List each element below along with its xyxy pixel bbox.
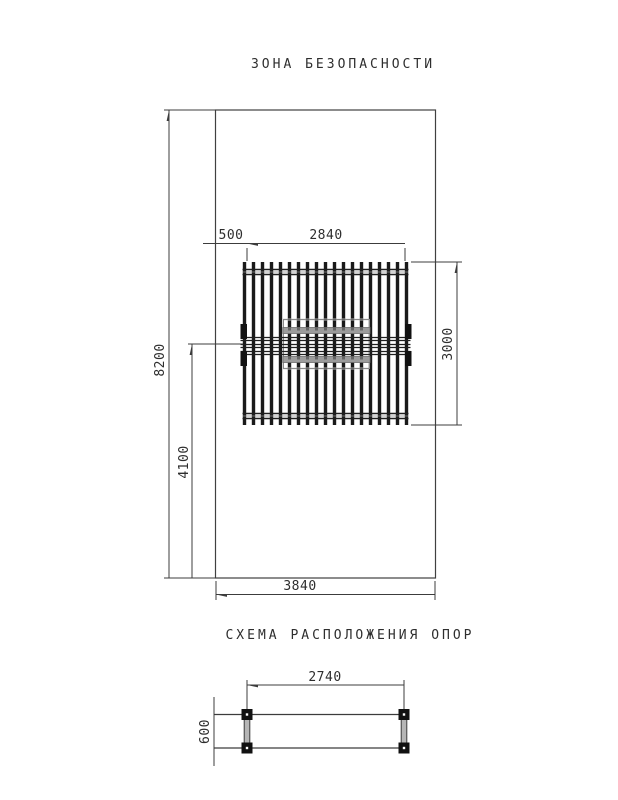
panel-tick [306, 328, 309, 331]
panel-tick [351, 328, 354, 331]
dim-equipment-depth [411, 262, 462, 425]
dim-label-equipment-width: 2840 [309, 228, 343, 243]
panel-tick [333, 328, 336, 331]
panel-tick [297, 367, 300, 370]
panel-tick [315, 328, 318, 331]
panel-tick [297, 328, 300, 331]
panel-tick [360, 357, 363, 360]
panel-tick [342, 357, 345, 360]
panel-tick [288, 357, 291, 360]
post-body [244, 716, 250, 747]
dim-zone-half-length [177, 344, 243, 578]
vertical-bars [245, 262, 407, 425]
connector-block [405, 324, 412, 339]
post-anchor-hole [246, 713, 248, 715]
dim-label-zone-half-length: 4100 [177, 445, 192, 479]
post-anchor-hole [403, 713, 405, 715]
dim-top-row [203, 228, 405, 261]
support-post-right [399, 709, 410, 754]
panel-tick [333, 367, 336, 370]
connector-block [405, 351, 412, 366]
equipment-structure [241, 262, 412, 425]
panel-tick [351, 367, 354, 370]
panel-tick [306, 367, 309, 370]
panel-tick [288, 328, 291, 331]
panel-tick [342, 328, 345, 331]
panel-tick [333, 318, 336, 321]
dim-zone-width [216, 579, 435, 600]
connector-block [241, 351, 248, 366]
post-body [401, 716, 407, 747]
support-post-left [242, 709, 253, 754]
safety-zone-title: ЗОНА БЕЗОПАСНОСТИ [250, 57, 436, 72]
panel-tick [324, 328, 327, 331]
dim-label-support-spacing: 2740 [308, 670, 342, 685]
dim-label-support-row-spacing: 600 [198, 719, 213, 744]
panel-tick [360, 328, 363, 331]
post-anchor-hole [246, 747, 248, 749]
dim-support-spacing [247, 670, 404, 710]
panel-tick [297, 318, 300, 321]
panel-tick [306, 318, 309, 321]
support-posts [242, 709, 410, 754]
dim-label-zone-width: 3840 [283, 579, 317, 594]
panel-tick [324, 318, 327, 321]
panel-tick [360, 318, 363, 321]
panel-tick [324, 367, 327, 370]
panel-tick [315, 357, 318, 360]
dim-label-edge-offset: 500 [218, 228, 244, 243]
panel-tick [333, 357, 336, 360]
panel-tick [297, 357, 300, 360]
panel-tick [351, 357, 354, 360]
dim-label-equipment-depth: 3000 [441, 327, 456, 361]
panel-tick [351, 318, 354, 321]
connector-block [241, 324, 248, 339]
panel-tick [315, 318, 318, 321]
supports-layout-title: СХЕМА РАСПОЛОЖЕНИЯ ОПОР [225, 628, 475, 643]
panel-tick [315, 367, 318, 370]
panel-tick [342, 367, 345, 370]
panel-tick [360, 367, 363, 370]
panel-tick [288, 367, 291, 370]
dim-support-row-spacing [198, 697, 214, 766]
post-anchor-hole [403, 747, 405, 749]
panel-tick [342, 318, 345, 321]
safety-zone-view [153, 57, 462, 600]
panel-tick [288, 318, 291, 321]
supports-layout-view [198, 628, 475, 766]
panel-tick [306, 357, 309, 360]
dim-label-zone-length: 8200 [153, 343, 168, 377]
panel-tick [324, 357, 327, 360]
